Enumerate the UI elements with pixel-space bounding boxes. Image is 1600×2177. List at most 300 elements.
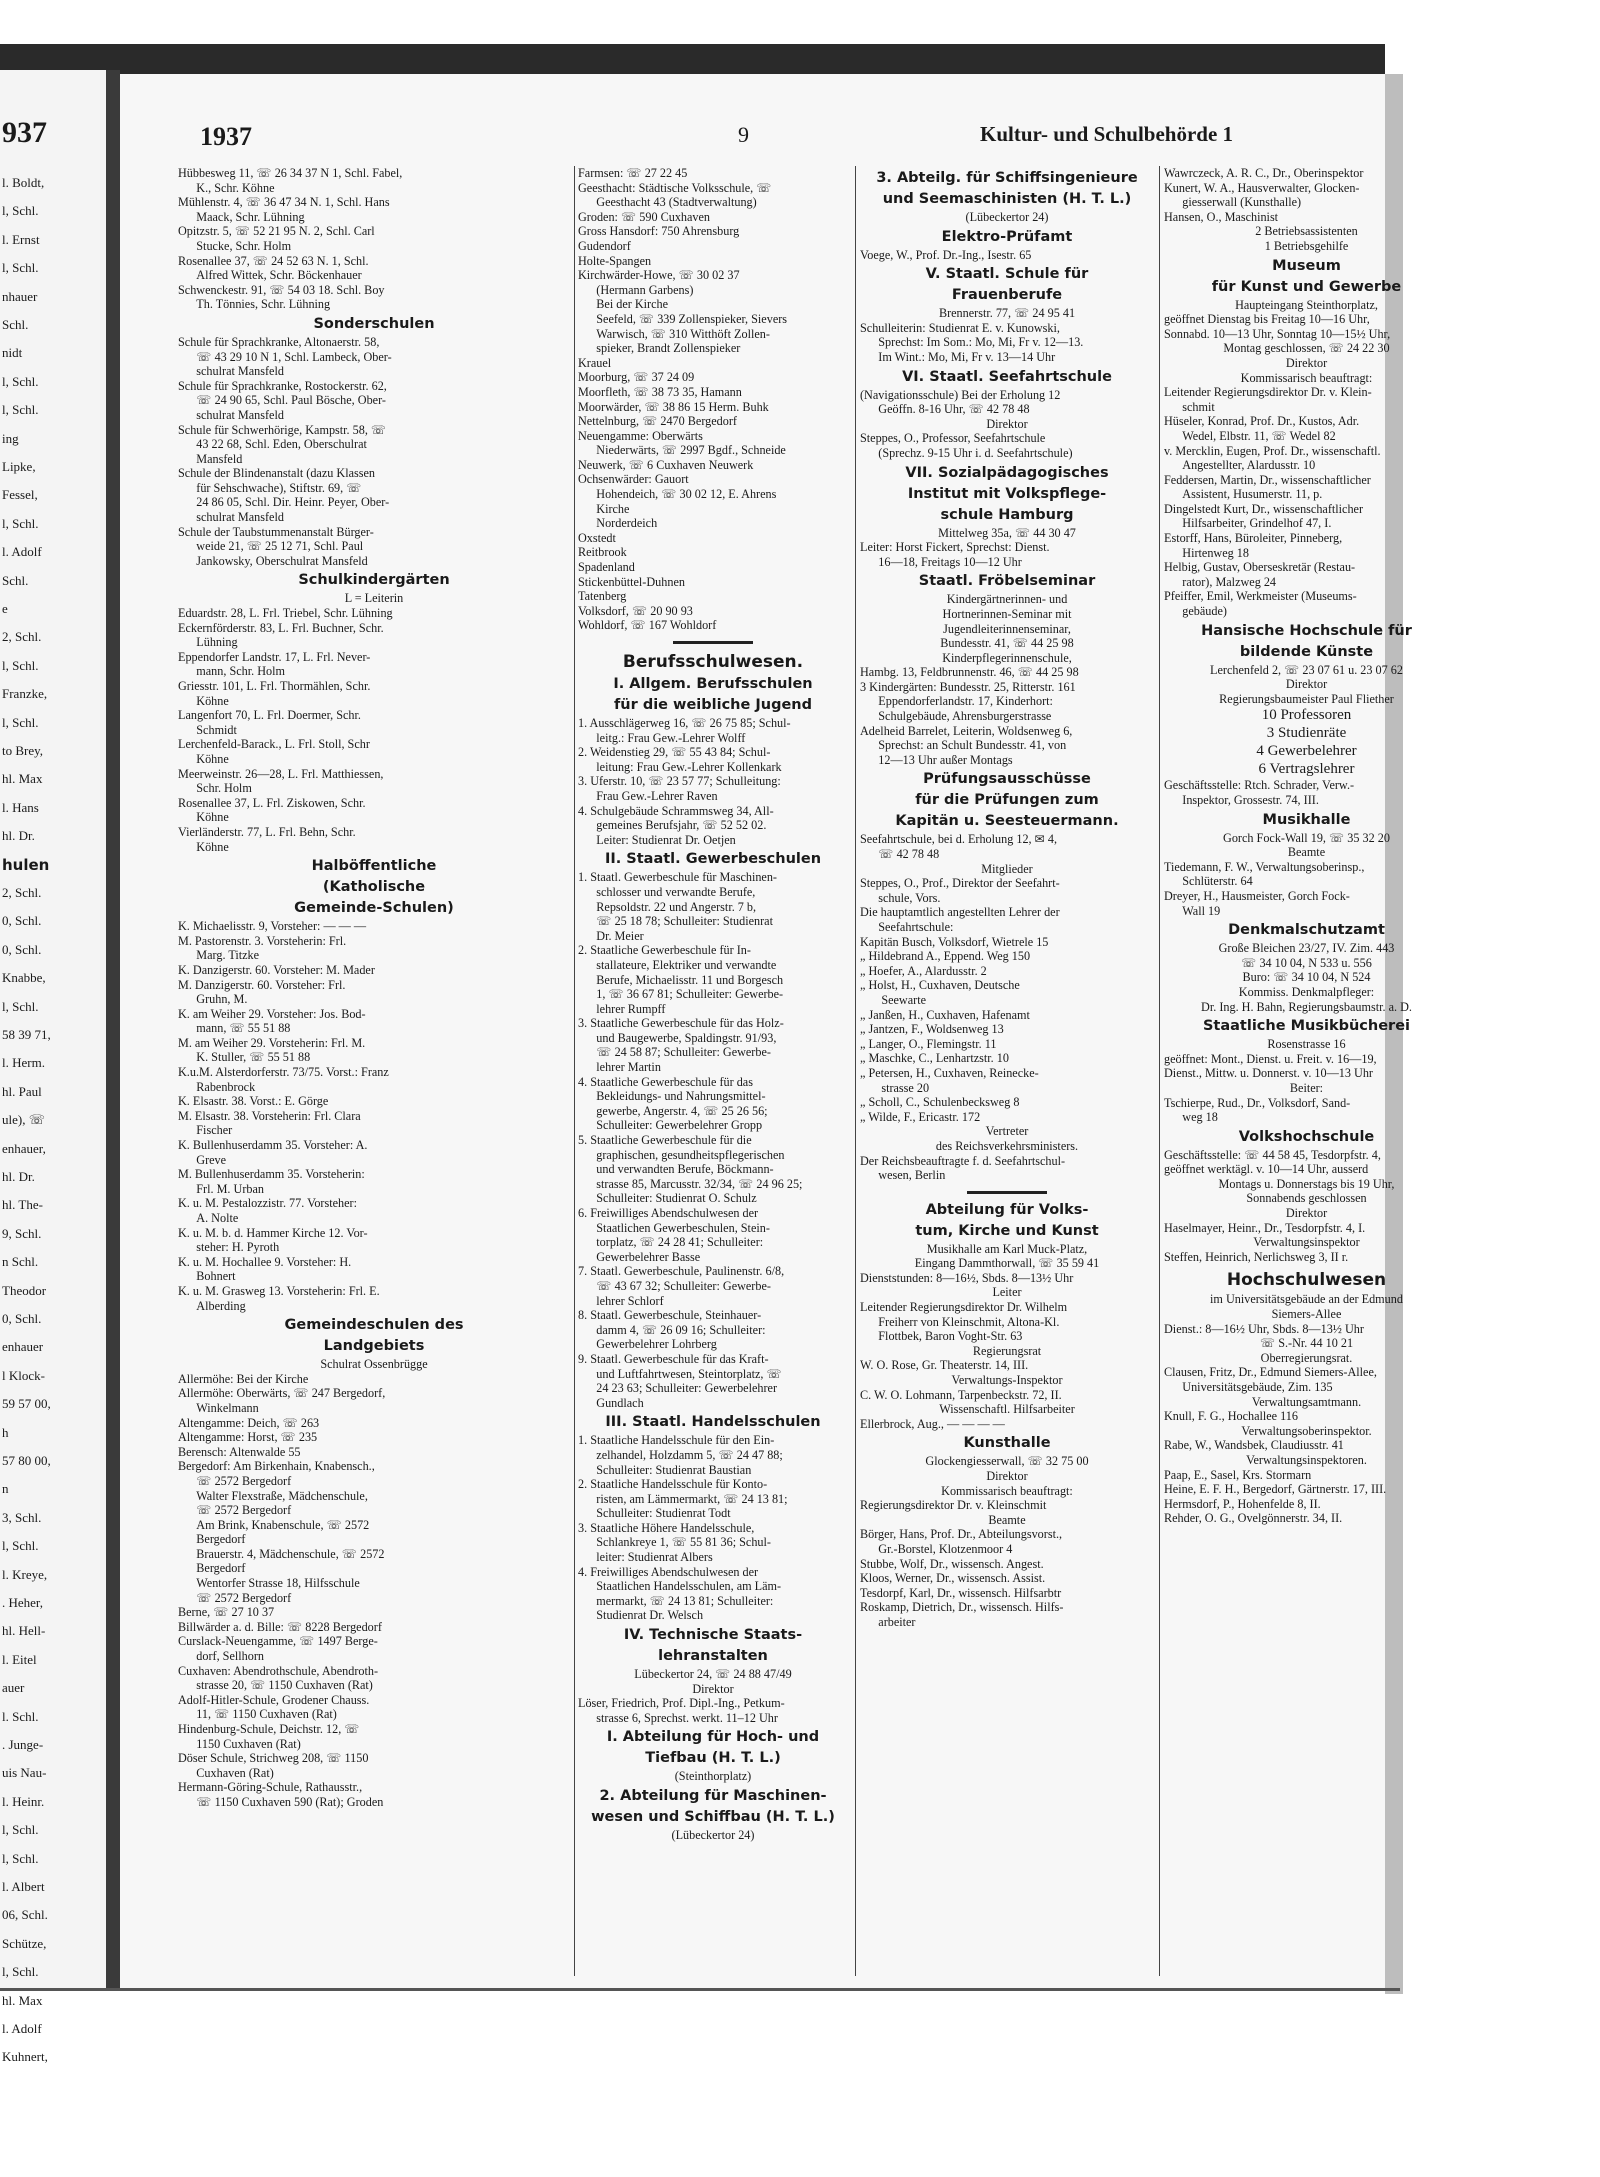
entry-line: Bekleidungs- und Nahrungsmittel- [578,1089,766,1104]
section-rule [967,1191,1047,1194]
entry-line: 4. Schulgebäude Schrammsweg 34, All- [578,803,774,818]
entry-line: damm 4, ☏ 26 09 16; Schulleiter: [578,1322,766,1337]
left-page-line: l. Schl. [2,1708,39,1724]
entry-line: Paap, E., Sasel, Krs. Stormarn [1164,1467,1312,1482]
left-page-line: hl. Dr. [2,1169,35,1184]
entry-line: Schulleiter: Gewerbelehrer Gropp [578,1118,763,1133]
entry-line: K. Elsastr. 38. Vorst.: E. Görge [178,1094,329,1109]
entry-line: K. Michaelisstr. 9, Vorsteher: — — — [178,919,367,934]
entry-line: ☏ 25 18 78; Schulleiter: Studienrat [578,914,773,929]
centered-line: Direktor [1285,677,1328,692]
entry-line: Dr. Meier [578,928,644,943]
entry-line: 2. Staatliche Handelsschule für Konto- [578,1477,768,1492]
centered-line: Wissenschaftl. Hilfsarbeiter [939,1402,1075,1417]
entry-line: Dienststunden: 8—16½, Sbds. 8—13½ Uhr [860,1270,1074,1285]
entry-line: Dienst., Mittw. u. Donnerst. v. 10—13 Uhr [1164,1066,1373,1081]
entry-line: K., Schr. Köhne [178,180,275,195]
left-page-line: l, Schl. [2,657,39,673]
entry-line: M. Danzigerstr. 60. Vorsteher: Frl. [178,977,346,992]
column-2 [578,166,848,1976]
centered-line: Kinderpflegerinnenschule, [942,650,1072,665]
entry-line: Feddersen, Martin, Dr., wissenschaftlicher [1164,472,1371,487]
entry-line: geöffnet Dienstag bis Freitag 10—16 Uhr, [1164,312,1370,327]
left-page-line: 06, Schl. [2,1907,48,1923]
entry-line: M. Pastorenstr. 3. Vorsteherin: Frl. [178,933,347,948]
entry-line: 2. Staatliche Gewerbeschule für In- [578,943,751,958]
centered-line: (Lübeckertor 24) [671,1828,755,1842]
entry-line: 11, ☏ 1150 Cuxhaven (Rat) [178,1707,337,1722]
centered-line: Große Bleichen 23/27, IV. Zim. 443 [1218,941,1395,956]
left-page-line: l. Heinr. [2,1793,45,1809]
entry-line: mann, ☏ 55 51 88 [178,1021,291,1036]
left-page-line: hl. Max [2,771,43,787]
left-page-line: l, Schl. [2,203,39,219]
centered-line: Kindergärtnerinnen- und [946,592,1068,607]
left-page-line: . Junge- [2,1737,44,1752]
centered-line: ☏ 34 10 04, N 533 u. 556 [1241,955,1372,970]
entry-line: Greve [178,1152,227,1167]
entry-line: Krauel [578,355,612,370]
page-number: 9 [738,122,749,147]
entry-line: Heine, E. F. H., Bergedorf, Gärtnerstr. 17, III. [1164,1482,1387,1497]
entry-line: Eppendorfer Landstr. 17, L. Frl. Never- [178,649,371,664]
section-heading: wesen und Schiffbau (H. T. L.) [591,1809,835,1825]
centered-line: Direktor [986,1469,1028,1483]
entry-line: 3. Staatliche Höhere Handelsschule, [578,1520,755,1535]
entry-line: Allermöhe: Bei der Kirche [178,1371,309,1386]
centered-line: im Universitätsgebäude an der Edmund [1210,1292,1403,1307]
left-page-line: ule), ☏ [2,1112,45,1128]
entry-line: Schule der Taubstummenanstalt Bürger- [178,524,374,539]
entry-line: Marg. Titzke [178,948,260,963]
entry-line: ☏ 24 90 65, Schl. Paul Bösche, Ober- [178,393,386,408]
staff-count-line: 3 Studienräte [1266,725,1347,742]
entry-line: Bergedorf [178,1532,246,1547]
section-heading: Institut mit Volkspflege- [907,485,1107,502]
left-page-line: l, Schl. [2,714,39,730]
entry-line: strasse 85, Marcusstr. 32/34, ☏ 24 96 25; [578,1176,803,1191]
entry-line: v. Mercklin, Eugen, Prof. Dr., wissenschaftl. [1164,443,1381,458]
entry-line: Ochsenwärder: Gauort [578,472,689,487]
entry-line: Inspektor, Grossestr. 74, III. [1164,793,1319,807]
entry-line: Leitender Regierungsdirektor Dr. Wilhelm [860,1300,1068,1315]
entry-line: leiter: Studienrat Albers [578,1550,713,1565]
entry-line: Winkelmann [178,1400,259,1415]
page-year: 1937 [200,122,252,151]
entry-line: W. O. Rose, Gr. Theaterstr. 14, III. [860,1358,1029,1373]
entry-line: strasse 20 [860,1080,930,1095]
entry-line: Holte-Spangen [578,253,652,268]
entry-line: Stucke, Schr. Holm [178,238,292,253]
entry-line: lehrer Schlorf [578,1293,664,1308]
entry-line: Sprechst: an Schult Bundesstr. 41, von [860,738,1067,753]
centered-line: Verwaltungsinspektor [1253,1235,1360,1250]
entry-line: Rehder, O. G., Ovelgönnerstr. 34, II. [1164,1511,1343,1526]
centered-line: Verwaltungsoberinspektor. [1241,1423,1372,1438]
centered-line: Verwaltungsinspektoren. [1246,1452,1367,1467]
entry-line: schulrat Mansfeld [178,364,284,379]
staff-count-line: 4 Gewerbelehrer [1256,743,1357,760]
left-page-line: l. Herm. [2,1055,45,1071]
entry-line: Gr.-Borstel, Klotzenmoor 4 [860,1541,1013,1556]
entry-line: Brauerstr. 4, Mädchenschule, ☏ 2572 [178,1546,385,1561]
entry-line: Maack, Schr. Lühning [178,209,305,224]
entry-line: Rosenallee 37, ☏ 24 52 63 N. 1, Schl. [178,253,369,268]
entry-line: stallateure, Elektriker und verwandte [578,957,777,972]
entry-line: 1. Staatliche Handelsschule für den Ein- [578,1433,775,1448]
centered-line: Vertreter [985,1124,1029,1139]
page-bottom-edge [0,1988,1400,1991]
entry-line: K. am Weiher 29. Vorsteher: Jos. Bod- [178,1006,366,1021]
section-heading: (Katholische [322,879,426,896]
entry-line: Bergedorf [178,1561,246,1576]
left-page-line: l, Schl. [2,1538,39,1554]
entry-line: risten, am Lämmermarkt, ☏ 24 13 81; [578,1491,788,1506]
entry-line: mermarkt, ☏ 24 13 81; Schulleiter: [578,1593,774,1608]
centered-line: Beamte [1287,845,1326,860]
centered-line: des Reichsverkehrsministers. [935,1138,1079,1153]
entry-line: Seefahrtschule: [860,920,954,934]
entry-line: Berufe, Michaelisstr. 11 und Borgesch [578,972,784,987]
centered-line: Verwaltungs-Inspektor [951,1373,1063,1388]
centered-line: (Steinthorplatz) [674,1769,752,1784]
entry-line: Wawrczeck, A. R. C., Dr., Oberinspektor [1164,166,1364,180]
entry-line: 43 22 68, Schl. Eden, Oberschulrat [178,437,367,452]
entry-line: 24 23 63; Schulleiter: Gewerbelehrer [578,1381,777,1396]
entry-line: Th. Tönnies, Schr. Lühning [178,297,331,312]
centered-line: Bundesstr. 41, ☏ 44 25 98 [940,636,1074,651]
left-page-line: l, Schl. [2,1822,39,1838]
entry-line: Kirchwärder-Howe, ☏ 30 02 37 [578,268,740,283]
entry-line: ☏ 24 58 87; Schulleiter: Gewerbe- [578,1045,771,1060]
section-heading: Schulkindergärten [298,572,450,589]
left-page-line: Theodor [2,1282,47,1298]
entry-line: „ Wilde, F., Ericastr. 172 [860,1109,981,1124]
left-page-line: l, Schl. [2,998,39,1014]
section-heading: VI. Staatl. Seefahrtschule [902,368,1112,385]
left-page-line: Franzke, [2,686,48,702]
centered-line: Eingang Dammthorwall, ☏ 35 59 41 [914,1256,1100,1271]
left-page-line: l, Schl. [2,1850,39,1866]
section-heading: für Kunst und Gewerbe [1211,278,1402,295]
entry-line: Tschierpe, Rud., Dr., Volksdorf, Sand- [1164,1095,1351,1110]
entry-line: 3. Staatliche Gewerbeschule für das Holz- [578,1016,784,1031]
entry-line: Schule für Sprachkranke, Rostockerstr. 62, [178,378,387,393]
left-page-line: Lipke, [2,459,36,474]
entry-line: Tiedemann, F. W., Verwaltungsoberinsp., [1164,859,1365,874]
entry-line: schulrat Mansfeld [178,407,284,422]
entry-line: dorf, Sellhorn [178,1649,264,1664]
section-heading: IV. Technische Staats- [623,1627,803,1644]
entry-line: ☏ 2572 Bergedorf [178,1473,292,1488]
entry-line: Farmsen: ☏ 27 22 45 [578,166,688,180]
entry-line: Geöffn. 8-16 Uhr, ☏ 42 78 48 [860,402,1030,417]
entry-line: Dreyer, H., Hausmeister, Gorch Fock- [1164,888,1350,903]
entry-line: Moorfleth, ☏ 38 73 35, Hamann [578,384,742,399]
left-page-line: hl. Max [2,1992,43,2008]
centered-line: ☏ S.-Nr. 44 10 21 [1259,1336,1354,1351]
entry-line: leitg.: Frau Gew.-Lehrer Wolff [578,730,746,745]
section-heading: Halböffentliche [311,858,437,875]
entry-line: strasse 6, Sprechst. werkt. 11–12 Uhr [578,1710,778,1725]
entry-line: Hindenburg-Schule, Deichstr. 12, ☏ [178,1722,360,1736]
entry-line: Rosenallee 37, L. Frl. Ziskowen, Schr. [178,795,366,810]
entry-line: Eduardstr. 28, L. Frl. Triebel, Schr. Lühning [178,606,393,621]
entry-line: Hüseler, Konrad, Prof. Dr., Kustos, Adr. [1164,414,1360,429]
entry-line: K. Danzigerstr. 60. Vorsteher: M. Mader [178,962,375,977]
entry-line: Clausen, Fritz, Dr., Edmund Siemers-Allee, [1164,1365,1377,1380]
entry-line: Lühning [178,635,238,650]
entry-line: Gross Hansdorf: 750 Ahrensburg [578,224,740,239]
entry-line: Moorwärder, ☏ 38 86 15 Herm. Buhk [578,399,769,414]
section-heading: II. Staatl. Gewerbeschulen [604,851,822,868]
left-page-line: hl. Dr. [2,828,35,844]
section-heading: VII. Sozialpädagogisches [905,464,1109,481]
entry-line: Berne, ☏ 27 10 37 [178,1605,275,1620]
entry-line: „ Petersen, H., Cuxhaven, Reinecke- [860,1065,1039,1080]
entry-line: Steffen, Heinrich, Nerlichsweg 3, II r. [1164,1249,1349,1264]
entry-line: Volksdorf, ☏ 20 90 93 [578,603,693,618]
entry-line: Steppes, O., Prof., Direktor der Seefahrt- [860,876,1060,891]
book-gutter [106,70,120,1990]
entry-line: Hermann-Göring-Schule, Rathausstr., [178,1780,363,1795]
left-page-line: nidt [2,345,23,361]
left-page-line: l Klock- [2,1367,45,1383]
entry-line: 12—13 Uhr außer Montags [860,752,1013,767]
entry-line: Groden: ☏ 590 Cuxhaven [578,209,711,224]
centered-line: Rosenstrasse 16 [1267,1037,1346,1052]
entry-line: Leiter: Horst Fickert, Sprechst: Dienst. [860,540,1050,555]
entry-line: Leiter: Studienrat Dr. Oetjen [578,832,736,847]
entry-line: zelhandel, Holzdamm 5, ☏ 24 47 88; [578,1447,783,1462]
entry-line: graphischen, gesundheitspflegerischen [578,1147,785,1162]
entry-line: K. u. M. b. d. Hammer Kirche 12. Vor- [178,1225,368,1240]
left-page-line: n [2,1481,9,1497]
entry-line: Mansfeld [178,451,243,466]
left-page-line: to Brey, [2,743,44,758]
entry-line: A. Nolte [178,1211,239,1225]
left-page-line: l. Albert [2,1879,45,1894]
left-page-line: l, Schl. [2,260,39,276]
entry-line: schmit [1164,399,1215,414]
entry-line: „ Hoefer, A., Alardusstr. 2 [860,963,987,978]
entry-line: 24 86 05, Schl. Dir. Heinr. Peyer, Ober- [178,495,390,510]
left-page-line: n Schl. [2,1254,39,1270]
left-page-line: 0, Schl. [2,941,42,957]
entry-line: Geschäftsstelle: ☏ 44 58 45, Tesdorpfstr. 4, [1164,1147,1381,1162]
entry-line: Schlankreye 1, ☏ 55 81 36; Schul- [578,1535,771,1550]
section-heading: lehranstalten [658,1648,768,1665]
entry-line: Pfeiffer, Emil, Werkmeister (Museums- [1164,589,1357,604]
left-page-line: Schütze, [2,1935,47,1951]
entry-line: C. W. O. Lohmann, Tarpenbeckstr. 72, II. [860,1387,1062,1402]
entry-line: Hirtenweg 18 [1164,545,1249,560]
left-page-line: Knabbe, [2,970,46,986]
entry-line: Wentorfer Strasse 18, Hilfsschule [178,1576,360,1591]
entry-line: Cuxhaven (Rat) [178,1765,274,1780]
staff-count-line: 6 Vertragslehrer [1258,761,1355,778]
entry-line: ☏ 42 78 48 [860,847,940,862]
centered-line: 2 Betriebsassistenten [1255,224,1358,239]
section-heading: Tiefbau (H. T. L.) [645,1750,781,1767]
entry-line: Roskamp, Dietrich, Dr., wissensch. Hilfs- [860,1600,1064,1615]
entry-line: Staatlichen Handelsschulen, am Läm- [578,1579,782,1594]
left-page-line: Kuhnert, [2,2049,48,2065]
entry-line: geöffnet werktägl. v. 10—14 Uhr, ausserd [1164,1162,1369,1177]
left-page-year: 937 [2,116,47,149]
entry-line: „ Janßen, H., Cuxhaven, Hafenamt [860,1007,1030,1022]
centered-line: Sonnabends geschlossen [1246,1191,1367,1206]
centered-line: Leiter [992,1285,1022,1300]
entry-line: weide 21, ☏ 25 12 71, Schl. Paul [178,539,364,554]
entry-line: Im Wint.: Mo, Mi, Fr v. 13—14 Uhr [860,349,1056,364]
entry-line: Hübbesweg 11, ☏ 26 34 37 N 1, Schl. Fabel, [178,166,403,180]
left-page-line: Schl. [2,317,29,332]
entry-line: Schulgebäude, Ahrensburgerstrasse [860,709,1052,724]
entry-line: Walter Flexstraße, Mädchenschule, [178,1488,368,1503]
centered-line: Dr. Ing. H. Bahn, Regierungsbaumstr. a. D. [1201,999,1412,1014]
entry-line: gemeines Berufsjahr, ☏ 52 52 02. [578,818,767,833]
centered-line: L = Leiterin [344,591,404,606]
entry-line: Staatlichen Gewerbeschulen, Stein- [578,1220,770,1235]
entry-line: wesen, Berlin [860,1168,946,1183]
section-heading: Prüfungsausschüsse [923,771,1091,788]
entry-line: M. Bullenhuserdamm 35. Vorsteherin: [178,1167,365,1182]
entry-line: und verwandten Berufe, Böckmann- [578,1162,774,1177]
entry-line: Köhne [178,693,229,708]
column-divider [855,166,856,1976]
entry-line: Repsoldstr. 22 und Angerstr. 7 b, [578,899,757,914]
left-page-line: l, Schl. [2,373,39,389]
entry-line: Gundlach [578,1395,644,1410]
entry-line: gewerbe, Angerstr. 4, ☏ 25 26 56; [578,1103,768,1118]
centered-line: Direktor [986,416,1028,431]
left-page-line: nhauer [2,288,38,304]
left-page-line: l. Ernst [2,231,40,247]
entry-line: Opitzstr. 5, ☏ 52 21 95 N. 2, Schl. Carl [178,224,375,239]
entry-line: Stickenbüttel-Duhnen [578,574,685,589]
entry-line: Schulleiter: Studienrat Baustian [578,1462,752,1477]
entry-line: Geschäftsstelle: Rtch. Schrader, Verw.- [1164,778,1355,793]
entry-line: K.u.M. Alsterdorferstr. 73/75. Vorst.: Franz [178,1065,389,1080]
entry-line: schlosser und verwandte Berufe, [578,884,756,899]
left-page-line: 9, Schl. [2,1225,42,1241]
centered-line: 1 Betriebsgehilfe [1264,238,1349,253]
section-heading: Kapitän u. Seesteuermann. [895,813,1119,830]
section-heading: Staatliche Musikbücherei [1202,1018,1411,1035]
section-heading: Staatl. Fröbelseminar [918,573,1096,590]
entry-line: Berensch: Altenwalde 55 [178,1444,301,1459]
entry-line: Rabenbrock [178,1079,256,1094]
column-1 [178,166,570,1976]
section-heading: 3. Abteilg. für Schiffsingenieure [876,170,1138,186]
entry-line: Dingelstedt Kurt, Dr., wissenschaftlicher [1164,501,1364,516]
left-page-line: l. Eitel [2,1651,37,1667]
entry-line: Löser, Friedrich, Prof. Dipl.-Ing., Petkum- [578,1696,785,1711]
centered-line: Mitglieder [981,861,1033,876]
left-page-line: 58 39 71, [2,1027,51,1042]
entry-line: Helbig, Gustav, Oberseskretär (Restau- [1164,560,1356,575]
column-divider [574,166,575,1976]
entry-line: ☏ 2572 Bergedorf [178,1590,292,1605]
entry-line: Seefeld, ☏ 339 Zollenspieker, Sievers [578,311,788,326]
entry-line: 1150 Cuxhaven (Rat) [178,1736,301,1751]
entry-line: 3 Kindergärten: Bundesstr. 25, Ritterstr. 161 [860,679,1076,694]
entry-line: und Luftfahrtwesen, Steintorplatz, ☏ [578,1366,782,1381]
entry-line: „ Holst, H., Cuxhaven, Deutsche [860,978,1020,993]
entry-line: „ Scholl, C., Schulenbecksweg 8 [860,1095,1020,1110]
entry-line: „ Jantzen, F., Woldsenweg 13 [860,1022,1004,1037]
entry-line: Geesthacht 43 (Stadtverwaltung) [578,195,757,210]
entry-line: Universitätsgebäude, Zim. 135 [1164,1380,1333,1394]
entry-line: Gudendorf [578,238,631,253]
entry-line: 2. Weidenstieg 29, ☏ 55 43 84; Schul- [578,745,771,760]
entry-line: mann, Schr. Holm [178,664,285,679]
entry-line: 7. Staatl. Gewerbeschule, Paulinenstr. 6/8, [578,1264,785,1279]
entry-line: Neuengamme: Oberwärts [578,428,703,443]
entry-line: Langenfort 70, L. Frl. Doermer, Schr. [178,708,361,723]
entry-line: „ Langer, O., Flemingstr. 11 [860,1036,997,1051]
centered-line: Direktor [1285,1206,1328,1221]
entry-line: Kapitän Busch, Volksdorf, Wietrele 15 [860,934,1049,949]
entry-line: Tesdorpf, Karl, Dr., wissensch. Hilfsarbtr [860,1585,1062,1600]
left-page-line: uis Nau- [2,1765,47,1781]
section-heading: I. Abteilung für Hoch- und [606,1729,820,1746]
entry-line: ☏ 2572 Bergedorf [178,1503,292,1518]
centered-line: Jugendleiterinnenseminar, [943,621,1071,636]
entry-line: 9. Staatl. Gewerbeschule für das Kraft- [578,1351,769,1366]
entry-line: Sonnabd. 10—13 Uhr, Sonntag 10—15½ Uhr, [1164,326,1391,341]
section-heading: schule Hamburg [940,506,1074,523]
left-page-line: auer [2,1680,25,1696]
entry-line: schulrat Mansfeld [178,510,284,525]
entry-line: 1. Staatl. Gewerbeschule für Maschinen- [578,870,777,885]
left-page-line: 0, Schl. [2,1311,42,1326]
entry-line: Altengamme: Deich, ☏ 263 [178,1415,320,1430]
entry-line: Der Reichsbeauftragte f. d. Seefahrtschul- [860,1153,1066,1168]
section-heading: bildende Künste [1239,643,1374,660]
entry-line: Flottbek, Baron Voght-Str. 63 [860,1329,1023,1344]
centered-line: Lübeckertor 24, ☏ 24 88 47/49 [634,1667,792,1682]
left-page-line: 0, Schl. [2,913,42,929]
section-heading: Hansische Hochschule für [1201,622,1412,639]
entry-line: 5. Staatliche Gewerbeschule für die [578,1133,752,1148]
entry-line: Sprechst: Im Som.: Mo, Mi, Fr v. 12—13. [860,335,1084,350]
entry-line: Steppes, O., Professor, Seefahrtschule [860,431,1046,446]
entry-line: arbeiter [860,1614,916,1629]
entry-line: 1. Ausschlägerweg 16, ☏ 26 75 85; Schul- [578,716,791,730]
section-heading: Kunsthalle [963,1435,1051,1452]
section-heading: Gemeindeschulen des [284,1317,464,1334]
entry-line: Köhne [178,810,229,825]
section-rule [673,641,753,644]
entry-line: Griesstr. 101, L. Frl. Thormählen, Schr. [178,679,371,693]
entry-line: Warwisch, ☏ 310 Witthöft Zollen- [578,326,770,341]
entry-line: Schr. Holm [178,781,252,796]
entry-line: Vierländerstr. 77, L. Frl. Behn, Schr. [178,824,356,839]
centered-line: Montags u. Donnerstags bis 19 Uhr, [1218,1176,1395,1191]
section-heading: Sonderschulen [313,315,435,332]
centered-line: Kommissarisch beauftragt: [1240,370,1373,385]
entry-line: K. Stuller, ☏ 55 51 88 [178,1050,311,1065]
entry-line: K. u. M. Pestalozzistr. 77. Vorsteher: [178,1196,357,1211]
entry-line: für Sehschwache), Stiftstr. 69, ☏ [178,480,362,495]
left-page-line: 2, Schl. [2,885,42,900]
centered-line: Siemers-Allee [1271,1307,1342,1322]
section-heading: Museum [1272,257,1341,274]
entry-line: K. Bullenhuserdamm 35. Vorsteher: A. [178,1138,368,1153]
centered-line: Regierungsrat [972,1343,1042,1358]
